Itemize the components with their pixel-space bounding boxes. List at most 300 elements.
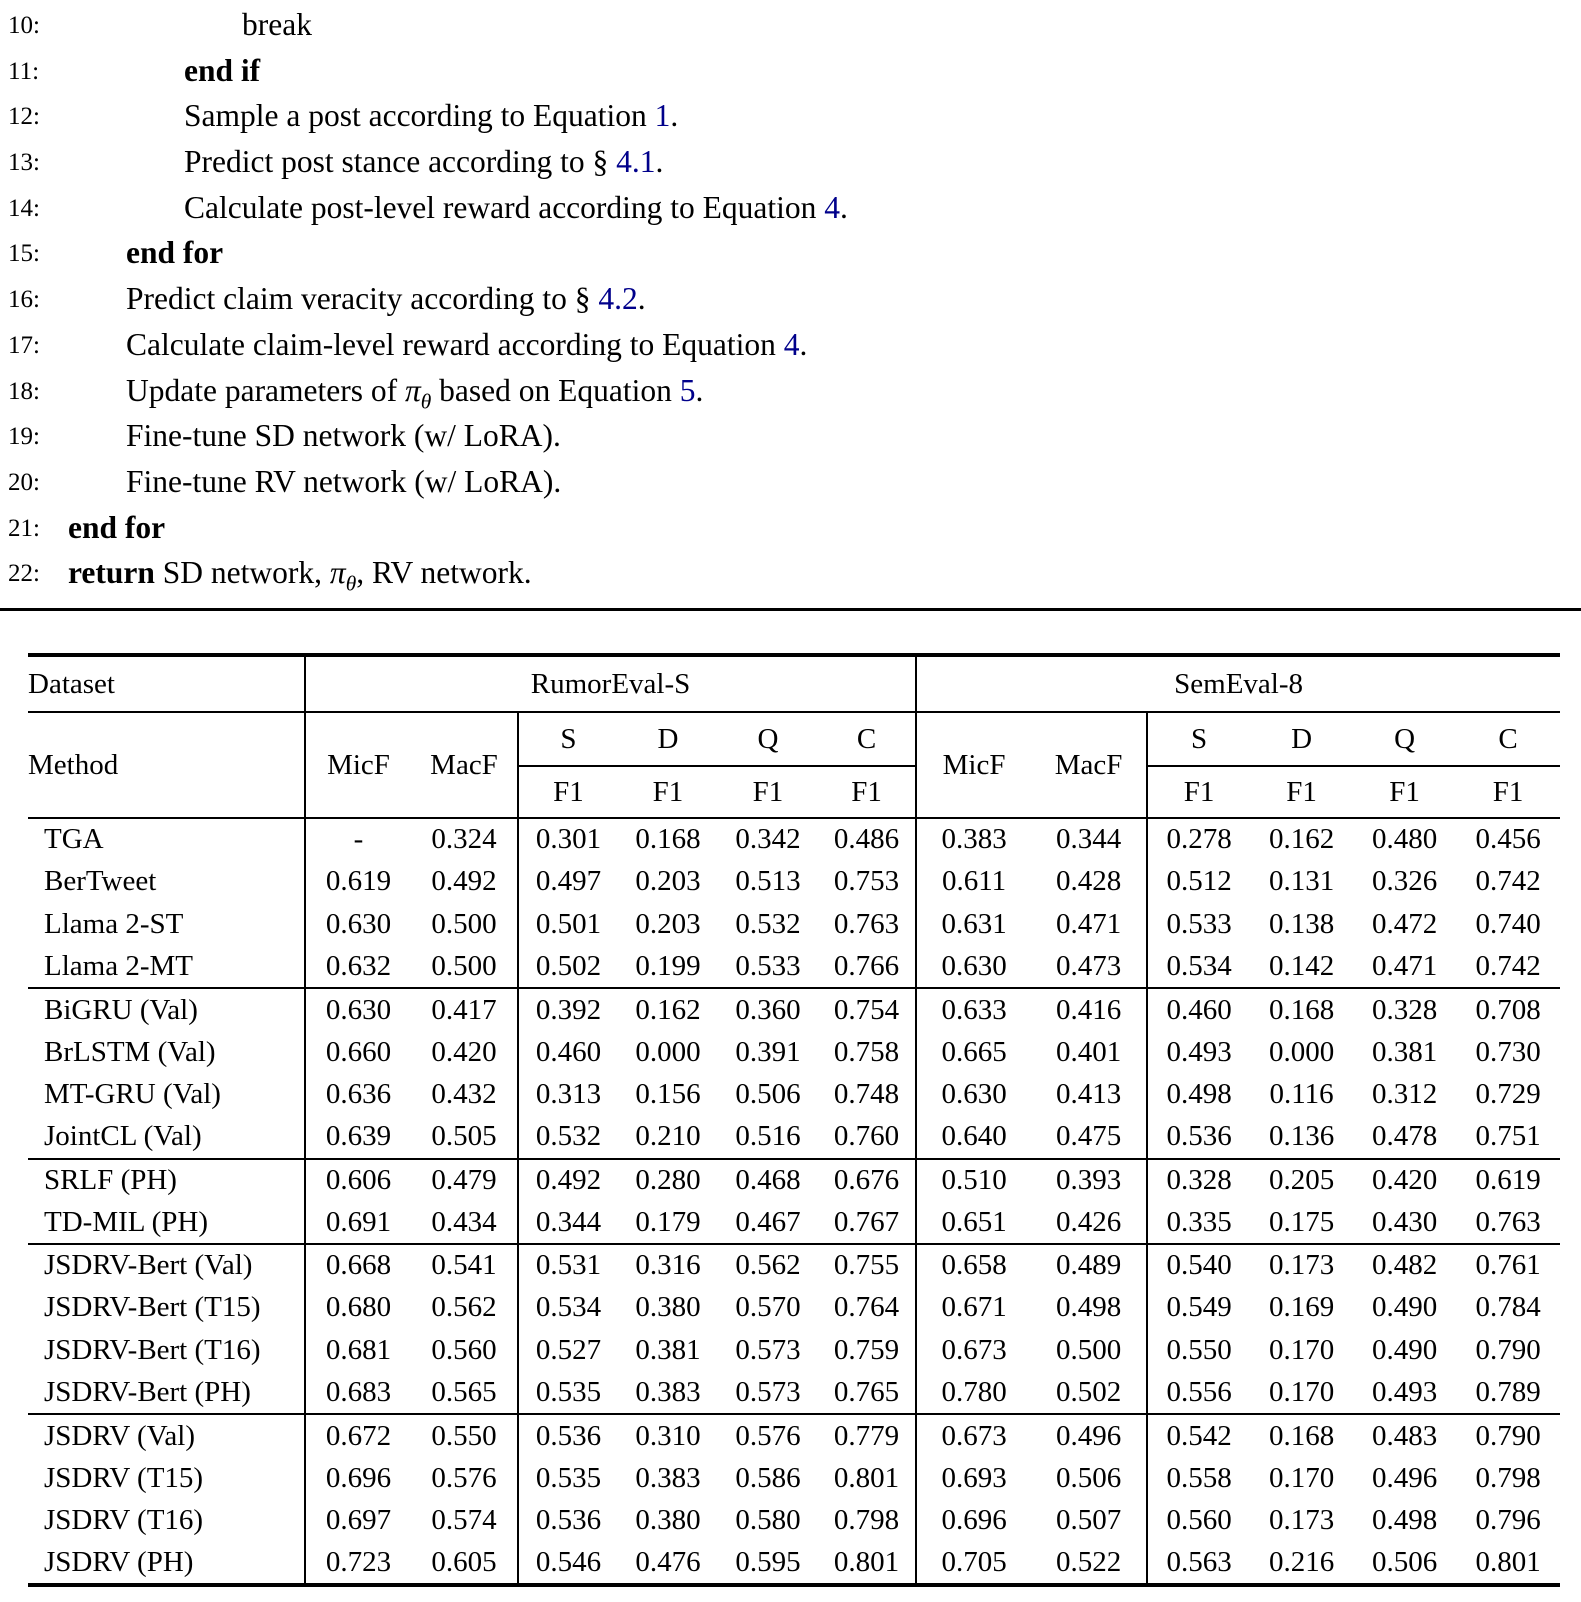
table-row bbox=[28, 1542, 1560, 1585]
line-number: 14: bbox=[8, 194, 40, 222]
value-cell: 0.790 bbox=[1456, 1414, 1560, 1457]
value-cell: 0.310 bbox=[618, 1414, 718, 1457]
value-cell: 0.742 bbox=[1475, 950, 1541, 983]
value-cell: 0.512 bbox=[1147, 861, 1250, 904]
value-cell: 0.751 bbox=[1475, 1120, 1541, 1153]
value-cell: 0.532 bbox=[518, 1116, 618, 1159]
line-number: 11: bbox=[8, 57, 40, 85]
value-cell: 0.533 bbox=[735, 950, 801, 983]
algorithm-statement bbox=[0, 413, 1581, 459]
value-cell: 0.764 bbox=[833, 1291, 900, 1324]
value-cell: 0.681 bbox=[305, 1329, 411, 1372]
value-cell: 0.280 bbox=[618, 1159, 718, 1202]
value-cell: 0.473 bbox=[1055, 950, 1122, 983]
table-row bbox=[28, 946, 1560, 989]
value-cell: 0.496 bbox=[1371, 1461, 1438, 1494]
value-cell: 0.498 bbox=[1055, 1291, 1122, 1324]
value-cell: 0.313 bbox=[518, 1074, 618, 1117]
method-cell: JSDRV (T16) bbox=[44, 1504, 204, 1537]
value-cell: 0.199 bbox=[635, 950, 701, 983]
line-number: 20: bbox=[8, 468, 40, 496]
value-cell: 0.761 bbox=[1456, 1244, 1560, 1287]
algorithm-line bbox=[0, 139, 1581, 185]
value-cell: 0.173 bbox=[1250, 1244, 1353, 1287]
value-cell: 0.420 bbox=[1353, 1159, 1456, 1202]
value-cell: 0.630 bbox=[305, 988, 411, 1031]
algorithm-statement bbox=[0, 550, 1581, 607]
value-cell: 0.651 bbox=[916, 1201, 1031, 1244]
value-cell: 0.789 bbox=[1475, 1376, 1541, 1409]
algorithm-line bbox=[0, 413, 1581, 459]
value-cell: 0.580 bbox=[735, 1504, 801, 1537]
value-cell: 0.660 bbox=[305, 1031, 411, 1074]
col-c-2: C bbox=[1456, 712, 1560, 766]
value-cell: 0.506 bbox=[735, 1078, 801, 1111]
line-number: 10: bbox=[8, 12, 40, 39]
value-cell: 0.498 bbox=[1371, 1504, 1438, 1537]
line-number: 17: bbox=[8, 331, 40, 359]
f1-label: F1 bbox=[851, 775, 882, 808]
value-cell: 0.476 bbox=[618, 1542, 718, 1585]
method-cell: JSDRV-Bert (T16) bbox=[44, 1333, 261, 1366]
stance-header-row bbox=[28, 712, 1560, 766]
algorithm-statement bbox=[0, 139, 1581, 185]
algorithm-statement bbox=[0, 185, 1581, 231]
col-micf-1: MicF bbox=[305, 712, 411, 818]
results-table-header bbox=[28, 655, 1560, 818]
value-cell: 0.203 bbox=[635, 907, 701, 940]
value-cell: 0.758 bbox=[833, 1035, 900, 1068]
value-cell: 0.478 bbox=[1371, 1120, 1438, 1153]
value-cell: 0.672 bbox=[305, 1414, 411, 1457]
value-cell: 0.697 bbox=[305, 1500, 411, 1543]
algorithm-line bbox=[0, 276, 1581, 322]
value-cell: 0.416 bbox=[1031, 988, 1147, 1031]
value-cell: 0.497 bbox=[518, 861, 618, 904]
col-micf-2: MicF bbox=[916, 712, 1031, 818]
col-macf-2: MacF bbox=[1054, 748, 1123, 781]
col-s-2: S bbox=[1147, 712, 1250, 766]
value-cell: 0.730 bbox=[1475, 1035, 1541, 1068]
value-cell: 0.507 bbox=[1055, 1504, 1122, 1537]
statement-text: Calculate post-level reward according to Equation bbox=[184, 189, 825, 225]
value-cell: 0.170 bbox=[1268, 1461, 1335, 1494]
value-cell: 0.759 bbox=[833, 1333, 900, 1366]
value-cell: 0.500 bbox=[431, 907, 497, 940]
reference-link[interactable]: 4.1 bbox=[616, 144, 656, 180]
table-row bbox=[28, 1287, 1560, 1330]
value-cell: 0.000 bbox=[1268, 1035, 1335, 1068]
table-row bbox=[28, 1031, 1560, 1074]
value-cell: 0.542 bbox=[1147, 1414, 1250, 1457]
table-row bbox=[28, 1159, 1560, 1202]
col-d-1: D bbox=[618, 712, 718, 766]
f1-label: F1 bbox=[1492, 775, 1524, 808]
value-cell: 0.168 bbox=[1250, 1414, 1353, 1457]
line-number: 12: bbox=[8, 103, 40, 131]
value-cell: 0.801 bbox=[833, 1461, 900, 1494]
line-number: 21: bbox=[8, 514, 40, 542]
method-cell: JSDRV (T15) bbox=[44, 1461, 204, 1494]
value-cell: 0.156 bbox=[635, 1078, 701, 1111]
value-cell: 0.790 bbox=[1475, 1333, 1541, 1366]
method-cell: JointCL (Val) bbox=[44, 1120, 202, 1153]
reference-link[interactable]: 4 bbox=[783, 326, 800, 362]
algorithm-statement bbox=[0, 2, 1581, 48]
value-cell: 0.393 bbox=[1031, 1159, 1147, 1202]
value-cell: 0.489 bbox=[1031, 1244, 1147, 1287]
col-q-2: Q bbox=[1353, 712, 1456, 766]
value-cell: 0.170 bbox=[1268, 1376, 1335, 1409]
value-cell: 0.798 bbox=[833, 1504, 900, 1537]
value-cell: 0.535 bbox=[518, 1372, 618, 1415]
value-cell: 0.611 bbox=[916, 861, 1031, 904]
value-cell: 0.754 bbox=[818, 988, 916, 1031]
value-cell: 0.432 bbox=[431, 1078, 497, 1111]
value-cell: 0.691 bbox=[305, 1201, 411, 1244]
value-cell: 0.696 bbox=[916, 1500, 1031, 1543]
table-row bbox=[28, 1201, 1560, 1244]
value-cell: 0.562 bbox=[431, 1291, 497, 1324]
value-cell: 0.779 bbox=[818, 1414, 916, 1457]
value-cell: 0.496 bbox=[1031, 1414, 1147, 1457]
statement-text: . bbox=[840, 189, 848, 225]
value-cell: 0.801 bbox=[818, 1542, 916, 1585]
table-row bbox=[28, 1500, 1560, 1543]
value-cell: 0.760 bbox=[833, 1120, 900, 1153]
value-cell: 0.763 bbox=[833, 907, 900, 940]
algorithm-line bbox=[0, 2, 1581, 48]
statement-text: based on Equation bbox=[431, 372, 680, 408]
algorithm-statement bbox=[0, 459, 1581, 505]
value-cell: 0.550 bbox=[411, 1414, 518, 1457]
value-cell: 0.162 bbox=[1250, 818, 1353, 861]
method-cell: JSDRV (Val) bbox=[28, 1414, 305, 1457]
f1-label: F1 bbox=[1147, 766, 1250, 818]
reference-link[interactable]: 4 bbox=[824, 189, 841, 225]
algorithm-statement bbox=[0, 322, 1581, 368]
value-cell: 0.460 bbox=[518, 1031, 618, 1074]
method-cell: JSDRV-Bert (PH) bbox=[44, 1376, 251, 1409]
value-cell: 0.729 bbox=[1475, 1078, 1541, 1111]
statement-text: . bbox=[695, 372, 704, 408]
algorithm-statement bbox=[0, 505, 1581, 551]
method-cell: JSDRV (PH) bbox=[28, 1542, 305, 1585]
value-cell: 0.562 bbox=[718, 1244, 818, 1287]
value-cell: 0.205 bbox=[1250, 1159, 1353, 1202]
value-cell: 0.536 bbox=[1147, 1116, 1250, 1159]
value-cell: 0.434 bbox=[431, 1205, 497, 1238]
method-cell: TGA bbox=[28, 818, 305, 861]
value-cell: 0.344 bbox=[1031, 818, 1147, 861]
method-cell: TD-MIL (PH) bbox=[44, 1205, 209, 1238]
value-cell: 0.460 bbox=[1147, 988, 1250, 1031]
pi-theta-symbol: $\pi_\theta$ bbox=[405, 372, 432, 413]
value-cell: 0.606 bbox=[305, 1159, 411, 1202]
value-cell: 0.723 bbox=[305, 1542, 411, 1585]
dataset-header-row bbox=[28, 655, 1560, 712]
value-cell: 0.203 bbox=[635, 865, 701, 898]
col-q-1: Q bbox=[718, 712, 818, 766]
keyword: return bbox=[68, 555, 155, 591]
algorithm-line bbox=[0, 368, 1581, 414]
value-cell: 0.573 bbox=[735, 1376, 801, 1409]
value-cell: 0.708 bbox=[1456, 988, 1560, 1031]
method-cell: SRLF (PH) bbox=[28, 1159, 305, 1202]
results-table-body bbox=[28, 818, 1560, 1585]
line-number: 16: bbox=[8, 286, 40, 314]
statement-text: . bbox=[799, 326, 808, 362]
value-cell: 0.426 bbox=[1055, 1205, 1122, 1238]
value-cell: 0.136 bbox=[1268, 1120, 1335, 1153]
value-cell: 0.456 bbox=[1456, 818, 1560, 861]
value-cell: 0.175 bbox=[1268, 1205, 1335, 1238]
value-cell: 0.169 bbox=[1268, 1291, 1335, 1324]
algorithm-line bbox=[0, 550, 1581, 596]
algorithm-bottom-rule bbox=[0, 608, 1581, 611]
method-cell: BrLSTM (Val) bbox=[44, 1035, 216, 1068]
f1-label: F1 bbox=[1389, 775, 1420, 808]
value-cell: 0.131 bbox=[1268, 865, 1335, 898]
value-cell: 0.631 bbox=[916, 903, 1031, 946]
value-cell: 0.216 bbox=[1250, 1542, 1353, 1585]
algorithm-line bbox=[0, 322, 1581, 368]
value-cell: 0.312 bbox=[1371, 1078, 1438, 1111]
method-cell: Llama 2-MT bbox=[44, 950, 193, 983]
value-cell: 0.324 bbox=[411, 818, 518, 861]
line-number: 13: bbox=[8, 149, 40, 177]
value-cell: 0.536 bbox=[518, 1500, 618, 1543]
value-cell: 0.492 bbox=[431, 865, 497, 898]
statement-text: Fine-tune SD network (w/ LoRA). bbox=[126, 418, 561, 454]
statement-text: Update parameters of bbox=[126, 372, 405, 408]
value-cell: 0.401 bbox=[1055, 1035, 1122, 1068]
keyword: end for bbox=[126, 235, 224, 271]
value-cell: 0.420 bbox=[431, 1035, 497, 1068]
value-cell: 0.483 bbox=[1353, 1414, 1456, 1457]
method-cell: JSDRV-Bert (T15) bbox=[44, 1291, 261, 1324]
keyword: end for bbox=[68, 509, 166, 545]
value-cell: 0.595 bbox=[718, 1542, 818, 1585]
algorithm-line bbox=[0, 230, 1581, 276]
value-cell: 0.383 bbox=[635, 1376, 701, 1409]
algorithm-statement bbox=[0, 276, 1581, 322]
dataset-label: Dataset bbox=[28, 655, 305, 712]
algorithm-statement bbox=[0, 93, 1581, 139]
results-table bbox=[28, 653, 1560, 1587]
value-cell: 0.500 bbox=[1055, 1333, 1122, 1366]
value-cell: 0.766 bbox=[833, 950, 900, 983]
value-cell: 0.475 bbox=[1055, 1120, 1122, 1153]
table-row bbox=[28, 903, 1560, 946]
value-cell: 0.801 bbox=[1456, 1542, 1560, 1585]
value-cell: 0.630 bbox=[916, 946, 1031, 989]
value-cell: 0.342 bbox=[718, 818, 818, 861]
method-cell: BerTweet bbox=[44, 865, 157, 898]
algorithm-statement bbox=[0, 230, 1581, 276]
statement-text: Sample a post according to Equation bbox=[184, 98, 655, 134]
value-cell: 0.533 bbox=[1147, 903, 1250, 946]
statement-text: Predict post stance according to § bbox=[184, 144, 617, 180]
value-cell: 0.753 bbox=[833, 865, 900, 898]
value-cell: 0.633 bbox=[916, 988, 1031, 1031]
value-cell: 0.471 bbox=[1371, 950, 1438, 983]
table-row bbox=[28, 988, 1560, 1031]
value-cell: 0.536 bbox=[518, 1414, 618, 1457]
value-cell: 0.540 bbox=[1147, 1244, 1250, 1287]
value-cell: 0.486 bbox=[818, 818, 916, 861]
value-cell: 0.550 bbox=[1147, 1329, 1250, 1372]
dataset-group-semeval: SemEval-8 bbox=[916, 655, 1560, 712]
value-cell: 0.301 bbox=[518, 818, 618, 861]
method-cell: BiGRU (Val) bbox=[28, 988, 305, 1031]
value-cell: 0.556 bbox=[1147, 1372, 1250, 1415]
value-cell: 0.630 bbox=[916, 1074, 1031, 1117]
value-cell: 0.490 bbox=[1371, 1291, 1438, 1324]
value-cell: 0.522 bbox=[1031, 1542, 1147, 1585]
table-row bbox=[28, 1414, 1560, 1457]
statement-text: . bbox=[637, 281, 646, 317]
value-cell: 0.391 bbox=[735, 1035, 801, 1068]
table-row bbox=[28, 1244, 1560, 1287]
value-cell: 0.632 bbox=[305, 946, 411, 989]
algorithm-line bbox=[0, 505, 1581, 551]
value-cell: 0.767 bbox=[833, 1205, 900, 1238]
value-cell: 0.532 bbox=[735, 907, 801, 940]
f1-label: F1 bbox=[1286, 775, 1317, 808]
value-cell: 0.570 bbox=[735, 1291, 801, 1324]
value-cell: 0.381 bbox=[1371, 1035, 1438, 1068]
value-cell: 0.535 bbox=[518, 1457, 618, 1500]
value-cell: 0.498 bbox=[1147, 1074, 1250, 1117]
value-cell: - bbox=[305, 818, 411, 861]
value-cell: 0.380 bbox=[635, 1291, 701, 1324]
value-cell: 0.479 bbox=[411, 1159, 518, 1202]
value-cell: 0.668 bbox=[305, 1244, 411, 1287]
statement-text: Fine-tune RV network (w/ LoRA). bbox=[126, 463, 562, 499]
value-cell: 0.506 bbox=[1353, 1542, 1456, 1585]
line-number: 22: bbox=[8, 560, 40, 588]
value-cell: 0.680 bbox=[305, 1287, 411, 1330]
value-cell: 0.506 bbox=[1055, 1461, 1122, 1494]
value-cell: 0.168 bbox=[1250, 988, 1353, 1031]
value-cell: 0.705 bbox=[916, 1542, 1031, 1585]
value-cell: 0.619 bbox=[1456, 1159, 1560, 1202]
algorithm-line bbox=[0, 459, 1581, 505]
value-cell: 0.558 bbox=[1147, 1457, 1250, 1500]
value-cell: 0.493 bbox=[1371, 1376, 1438, 1409]
value-cell: 0.796 bbox=[1475, 1504, 1541, 1537]
value-cell: 0.576 bbox=[431, 1461, 497, 1494]
value-cell: 0.640 bbox=[916, 1116, 1031, 1159]
value-cell: 0.000 bbox=[635, 1035, 701, 1068]
algorithm-statement bbox=[0, 48, 1581, 94]
value-cell: 0.482 bbox=[1353, 1244, 1456, 1287]
reference-link[interactable]: 5 bbox=[679, 372, 696, 408]
value-cell: 0.501 bbox=[518, 903, 618, 946]
value-cell: 0.472 bbox=[1371, 907, 1438, 940]
value-cell: 0.326 bbox=[1371, 865, 1438, 898]
value-cell: 0.383 bbox=[916, 818, 1031, 861]
value-cell: 0.549 bbox=[1147, 1287, 1250, 1330]
method-cell: MT-GRU (Val) bbox=[44, 1078, 221, 1111]
value-cell: 0.142 bbox=[1268, 950, 1335, 983]
statement-text: Predict claim veracity according to § bbox=[126, 281, 599, 317]
f1-label: F1 bbox=[652, 775, 684, 808]
table-row bbox=[28, 861, 1560, 904]
value-cell: 0.344 bbox=[518, 1201, 618, 1244]
value-cell: 0.162 bbox=[618, 988, 718, 1031]
value-cell: 0.179 bbox=[635, 1205, 701, 1238]
line-number: 19: bbox=[8, 423, 40, 451]
value-cell: 0.765 bbox=[833, 1376, 900, 1409]
line-number: 15: bbox=[8, 240, 40, 268]
value-cell: 0.586 bbox=[735, 1461, 801, 1494]
line-number: 18: bbox=[8, 377, 40, 405]
table-row bbox=[28, 1074, 1560, 1117]
value-cell: 0.693 bbox=[916, 1457, 1031, 1500]
value-cell: 0.392 bbox=[518, 988, 618, 1031]
statement-text: . bbox=[655, 144, 664, 180]
table-row bbox=[28, 1457, 1560, 1500]
statement-text: . bbox=[670, 98, 679, 134]
value-cell: 0.784 bbox=[1475, 1291, 1541, 1324]
value-cell: 0.492 bbox=[518, 1159, 618, 1202]
value-cell: 0.742 bbox=[1475, 865, 1541, 898]
table-row bbox=[28, 818, 1560, 861]
value-cell: 0.527 bbox=[518, 1329, 618, 1372]
value-cell: 0.534 bbox=[1147, 946, 1250, 989]
value-cell: 0.541 bbox=[411, 1244, 518, 1287]
col-s-1: S bbox=[518, 712, 618, 766]
value-cell: 0.639 bbox=[305, 1116, 411, 1159]
statement-text: SD network, bbox=[154, 555, 330, 591]
value-cell: 0.696 bbox=[305, 1457, 411, 1500]
value-cell: 0.673 bbox=[916, 1329, 1031, 1372]
pi-theta-symbol: $\pi_\theta$ bbox=[329, 555, 357, 596]
value-cell: 0.740 bbox=[1475, 907, 1541, 940]
value-cell: 0.138 bbox=[1268, 907, 1335, 940]
value-cell: 0.563 bbox=[1147, 1542, 1250, 1585]
value-cell: 0.531 bbox=[518, 1244, 618, 1287]
value-cell: 0.480 bbox=[1353, 818, 1456, 861]
reference-link[interactable]: 1 bbox=[654, 98, 671, 134]
f1-label: F1 bbox=[752, 775, 784, 808]
value-cell: 0.565 bbox=[431, 1376, 497, 1409]
value-cell: 0.780 bbox=[916, 1372, 1031, 1415]
value-cell: 0.576 bbox=[718, 1414, 818, 1457]
value-cell: 0.502 bbox=[518, 946, 618, 989]
value-cell: 0.665 bbox=[916, 1031, 1031, 1074]
col-c-1: C bbox=[818, 712, 916, 766]
value-cell: 0.335 bbox=[1147, 1201, 1250, 1244]
value-cell: 0.573 bbox=[735, 1333, 801, 1366]
table-row bbox=[28, 1116, 1560, 1159]
value-cell: 0.619 bbox=[305, 861, 411, 904]
value-cell: 0.471 bbox=[1055, 907, 1122, 940]
statement-text: Calculate claim-level reward according to Equation bbox=[126, 326, 784, 362]
keyword: end if bbox=[184, 52, 261, 88]
value-cell: 0.380 bbox=[635, 1504, 701, 1537]
value-cell: 0.490 bbox=[1371, 1333, 1438, 1366]
value-cell: 0.658 bbox=[916, 1244, 1031, 1287]
value-cell: 0.170 bbox=[1268, 1333, 1335, 1366]
value-cell: 0.763 bbox=[1475, 1205, 1541, 1238]
algorithm-pseudocode bbox=[0, 2, 1581, 596]
value-cell: 0.534 bbox=[518, 1287, 618, 1330]
reference-link[interactable]: 4.2 bbox=[598, 281, 638, 317]
value-cell: 0.210 bbox=[635, 1120, 701, 1153]
